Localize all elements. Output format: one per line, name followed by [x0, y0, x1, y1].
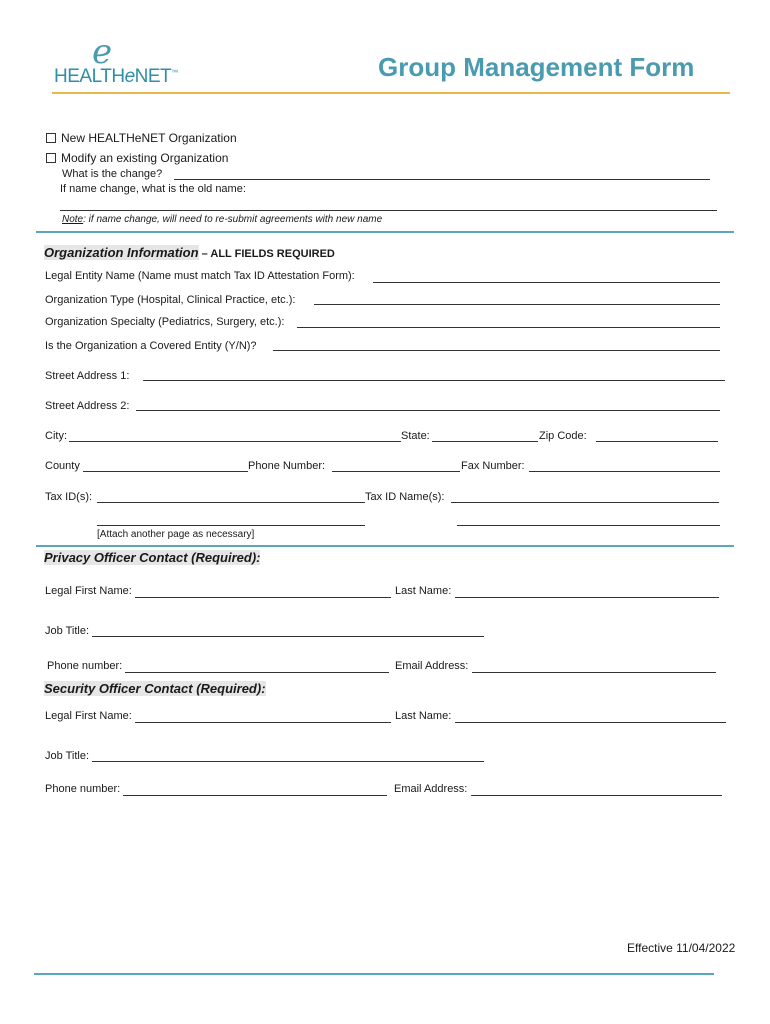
- street1-field[interactable]: [143, 380, 725, 381]
- state-label: State:: [401, 430, 430, 442]
- privacy-email-label: Email Address:: [395, 660, 469, 672]
- tax-id-field[interactable]: [97, 502, 365, 503]
- security-phone-field[interactable]: [123, 795, 387, 796]
- privacy-job-title-field[interactable]: [92, 636, 484, 637]
- new-org-option[interactable]: [46, 131, 237, 145]
- legal-entity-label: Legal Entity Name (Name must match Tax ID Attestation Form):: [45, 270, 355, 282]
- logo-mark-icon: e: [92, 32, 113, 72]
- attach-note: [Attach another page as necessary]: [97, 529, 255, 540]
- security-email-label: Email Address:: [394, 783, 468, 795]
- zip-field[interactable]: [596, 441, 718, 442]
- privacy-heading: Privacy Officer Contact (Required):: [44, 550, 261, 565]
- covered-entity-field[interactable]: [273, 350, 720, 351]
- page-title: Group Management Form: [378, 52, 695, 82]
- city-field[interactable]: [69, 441, 401, 442]
- privacy-email-field[interactable]: [472, 672, 716, 673]
- fax-label: Fax Number:: [461, 460, 525, 472]
- phone-label: Phone Number:: [248, 460, 326, 472]
- street1-label: Street Address 1:: [45, 370, 130, 382]
- org-specialty-label: Organization Specialty (Pediatrics, Surgery, etc.):: [45, 316, 285, 328]
- privacy-last-name-field[interactable]: [455, 597, 719, 598]
- modify-org-checkbox[interactable]: [46, 153, 56, 163]
- section-divider: [36, 545, 734, 547]
- covered-entity-label: Is the Organization a Covered Entity (Y/N)?: [45, 340, 257, 352]
- modify-org-option[interactable]: [46, 151, 228, 165]
- tax-id-names-field[interactable]: [451, 502, 719, 503]
- privacy-phone-label: Phone number:: [47, 660, 123, 672]
- security-heading: Security Officer Contact (Required):: [44, 681, 266, 696]
- state-field[interactable]: [432, 441, 538, 442]
- tax-id-label: Tax ID(s):: [45, 491, 93, 503]
- new-org-checkbox[interactable]: [46, 133, 56, 143]
- tax-id-names-extra-field[interactable]: [457, 525, 720, 526]
- security-email-field[interactable]: [471, 795, 722, 796]
- street2-label: Street Address 2:: [45, 400, 130, 412]
- county-field[interactable]: [83, 471, 248, 472]
- security-job-title-field[interactable]: [92, 761, 484, 762]
- legal-entity-field[interactable]: [373, 282, 720, 283]
- security-last-name-label: Last Name:: [395, 710, 452, 722]
- street2-field[interactable]: [136, 410, 720, 411]
- zip-label: Zip Code:: [539, 430, 587, 442]
- security-first-name-field[interactable]: [135, 722, 391, 723]
- header-divider: [52, 92, 730, 94]
- section-divider: [36, 231, 734, 233]
- footer-divider: [34, 973, 714, 975]
- phone-field[interactable]: [332, 471, 460, 472]
- county-label: County: [45, 460, 80, 472]
- logo-wordmark: HEALTHeNET™: [54, 66, 178, 87]
- new-org-label: New HEALTHeNET Organization: [61, 131, 237, 145]
- privacy-phone-field[interactable]: [125, 672, 389, 673]
- privacy-first-name-label: Legal First Name:: [45, 585, 132, 597]
- privacy-last-name-label: Last Name:: [395, 585, 452, 597]
- old-name-field[interactable]: [60, 210, 717, 211]
- security-job-title-label: Job Title:: [45, 750, 90, 762]
- what-change-label: What is the change?: [62, 168, 163, 180]
- fax-field[interactable]: [529, 471, 720, 472]
- org-type-field[interactable]: [314, 304, 720, 305]
- security-first-name-label: Legal First Name:: [45, 710, 132, 722]
- org-specialty-field[interactable]: [297, 327, 720, 328]
- effective-date: Effective 11/04/2022: [627, 941, 736, 955]
- org-info-heading: Organization Information – ALL FIELDS REQUIRED: [44, 245, 335, 260]
- name-change-note: Note: if name change, will need to re-submit agreements with new name: [62, 214, 383, 225]
- privacy-job-title-label: Job Title:: [45, 625, 90, 637]
- tax-id-names-label: Tax ID Name(s):: [365, 491, 445, 503]
- old-name-label: If name change, what is the old name:: [60, 183, 246, 195]
- city-label: City:: [45, 430, 67, 442]
- org-type-label: Organization Type (Hospital, Clinical Practice, etc.):: [45, 294, 296, 306]
- security-last-name-field[interactable]: [455, 722, 726, 723]
- logo: [52, 32, 178, 92]
- modify-org-label: Modify an existing Organization: [61, 151, 229, 165]
- privacy-first-name-field[interactable]: [135, 597, 391, 598]
- security-phone-label: Phone number:: [45, 783, 121, 795]
- what-change-field[interactable]: [174, 179, 710, 180]
- tax-id-extra-field[interactable]: [97, 525, 365, 526]
